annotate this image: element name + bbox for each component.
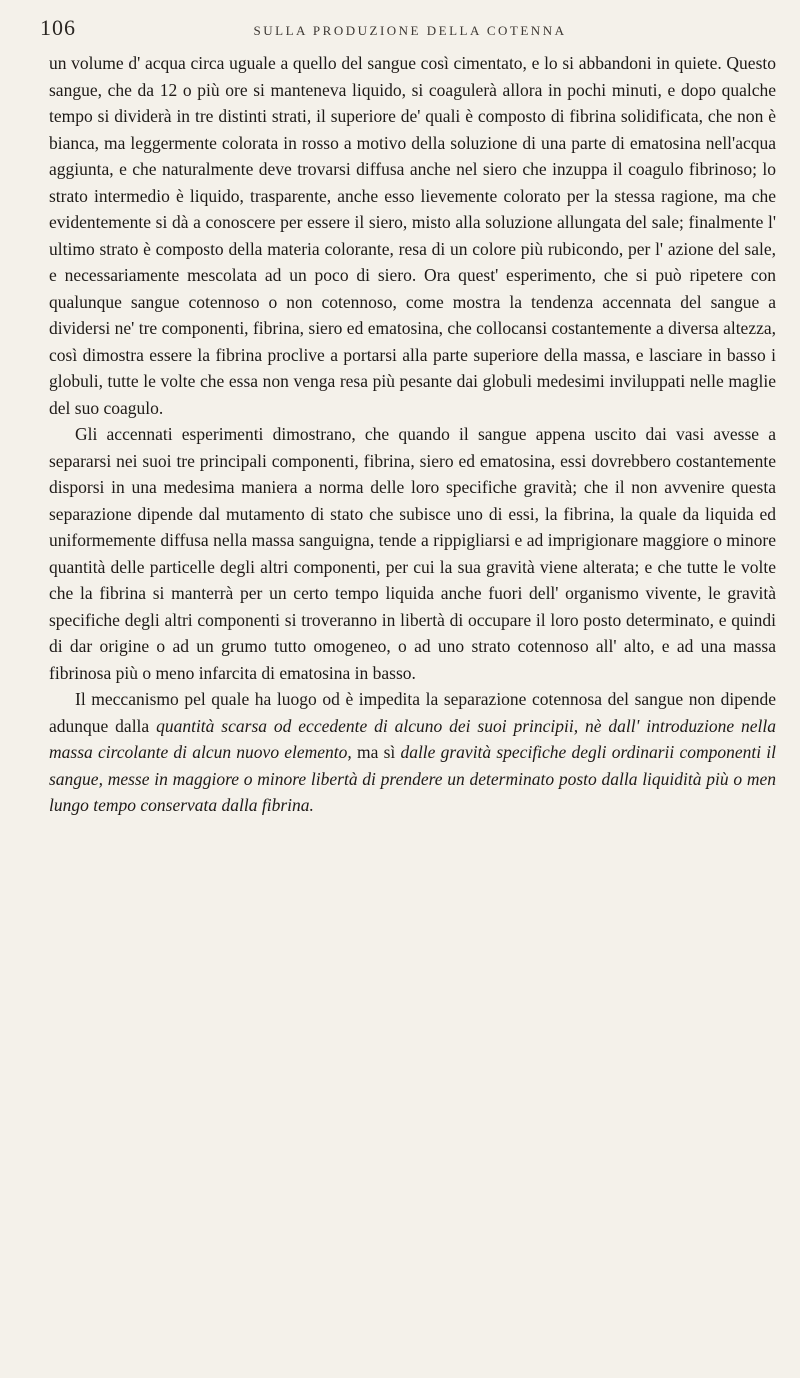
body-text [49,50,776,819]
paragraph-3-italic-phrase-1: quantità scarsa od eccedente di alcuno dei suoi principii, nè dall' introduzione nella massa circolante di alcun nuovo elemento, [49,715,776,762]
paragraph-3 [49,686,776,819]
running-title: SULLA PRODUZIONE DELLA COTENNA [253,23,567,38]
paragraph-1: un volume d' acqua circa uguale a quello del sangue così cimentato, e lo si abbandoni in quiete. Questo sangue, che da 12 o più ore si manteneva liquido, si coagulerà allora in pochi minuti, e dopo qualche tempo si dividerà in tre distinti strati, il superiore de' quali è composto di fibrina solidificata, che non è bianca, ma leggermente colorata in rosso a motivo della soluzione di una parte di ematosina nell'acqua aggiunta, e che naturalmente deve trovarsi diffusa anche nel siero che inzuppa il coagulo fibrinoso; lo strato intermedio è liquido, trasparente, anche esso lievemente colorato per la stessa ragione, ma che evidentemente si dà a conoscere per essere il siero, misto alla soluzione allungata del sale; finalmente l' ultimo strato è composto della materia colorante, resa di un colore più rubicondo, per l' azione del sale, e necessariamente mescolata ad un poco di siero. Ora quest' esperimento, che si può ripetere con qualunque sangue cotennoso o non cotennoso, come mostra la tendenza accennata del sangue a dividersi ne' tre componenti, fibrina, siero ed ematosina, che collocansi costantemente a diversa altezza, così dimostra essere la fibrina proclive a portarsi alla parte superiore della massa, e lasciare in basso i globuli, tutte le volte che essa non venga resa più pesante dai globuli medesimi inviluppati nelle maglie del suo coagulo. [49,53,776,418]
page-number: 106 [40,15,76,40]
paragraph-3-text-start: Il meccanismo pel quale ha luogo od è impedita la separazione cotennosa del sangue non dipende adunque dalla [49,689,776,736]
paragraph-3-text-middle: ma sì [351,742,401,762]
running-head [40,15,780,45]
paragraph-2: Gli accennati esperimenti dimostrano, che quando il sangue appena uscito dai vasi avesse a separarsi nei suoi tre principali componenti, fibrina, siero ed ematosina, essi dovrebbero costantemente disporsi in una medesima maniera a norma delle loro specifiche gravità; che il non avvenire questa separazione dipende dal mutamento di stato che subisce uno di essi, la fibrina, la quale da liquida ed uniformemente diffusa nella massa sanguigna, tende a rippigliarsi e ad imprigionare maggiore o minore quantità delle particelle degli altri componenti, per cui la sua gravità viene alterata; e che tutte le volte che la fibrina si manterrà per un certo tempo liquida anche fuori dell' organismo vivente, le gravità specifiche degli altri componenti si troveranno in libertà di occupare il loro posto determinato, e quindi di dar origine o ad un grumo tutto omogeneo, o ad uno strato cotennoso all' alto, e ad una massa fibrinosa più o meno infarcita di ematosina in basso. [49,424,776,683]
paragraph-3-italic-phrase-2: dalle gravità specifiche degli ordinarii componenti il sangue, messe in maggiore o minore libertà di prendere un determinato posto dalla liquidità più o men lungo tempo conservata dalla fibrina. [49,742,776,815]
